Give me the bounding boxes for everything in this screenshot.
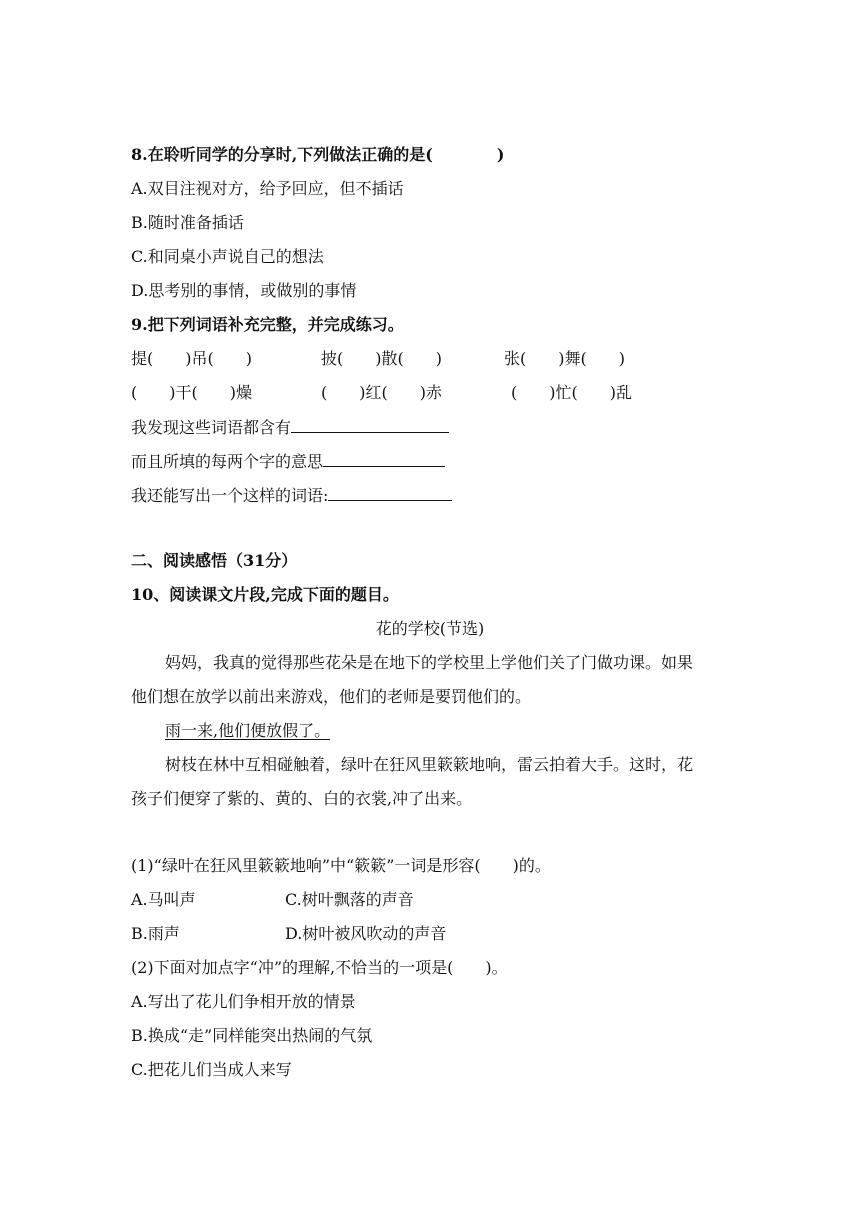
idiom-1: 提( )吊( ): [131, 349, 252, 368]
sub-question-2-stem: (2)下面对加点字“冲”的理解,不恰当的一项是( )。: [131, 958, 508, 977]
question-8-stem: 8.在聆听同学的分享时,下列做法正确的是( ): [131, 145, 505, 164]
answer-blank-1[interactable]: [291, 416, 449, 433]
answer-blank-3[interactable]: [328, 484, 452, 501]
question-8-option-c: C.和同桌小声说自己的想法: [131, 247, 324, 266]
sub-question-1-option-d: D.树叶被风吹动的声音: [285, 924, 447, 943]
passage-para-1-line-1: 妈妈，我真的觉得那些花朵是在地下的学校里上学他们关了门做功课。如果: [165, 653, 694, 672]
fill-line-2: [131, 450, 445, 473]
passage-para-3-line-1: 树枝在林中互相碰触着，绿叶在狂风里簌簌地响，雷云拍着大手。这时，花: [165, 755, 694, 774]
sub-question-2-option-c: C.把花儿们当成人来写: [131, 1060, 292, 1079]
passage-title: 花的学校(节选): [375, 619, 485, 638]
idiom-4: ( )干( )燥: [131, 383, 252, 402]
passage-para-1-line-2: 他们想在放学以前出来游戏，他们的老师是要罚他们的。: [131, 687, 532, 706]
sub-question-2-option-a: A.写出了花儿们争相开放的情景: [131, 992, 356, 1011]
sub-question-1-stem: (1)“绿叶在狂风里簌簌地响”中“簌簌”一词是形容( )的。: [131, 856, 551, 875]
passage-para-3-line-2: 孩子们便穿了紫的、黄的、白的衣裳,冲了出来。: [131, 789, 473, 808]
fill-line-2-text: 而且所填的每两个字的意思: [131, 452, 324, 471]
fill-line-3-text: 我还能写出一个这样的词语:: [131, 486, 329, 505]
answer-blank-2[interactable]: [323, 450, 445, 467]
sub-question-1-option-a: A.马叫声: [131, 890, 196, 909]
sub-question-1-option-b: B.雨声: [131, 924, 180, 943]
fill-line-1: [131, 416, 449, 439]
question-10-stem: 10、阅读课文片段,完成下面的题目。: [131, 585, 399, 604]
idiom-2: 披( )散( ): [321, 349, 442, 368]
section-2-heading: 二、阅读感悟（31分）: [131, 551, 298, 570]
fill-line-3: [131, 484, 452, 507]
question-8-option-b: B.随时准备插话: [131, 213, 244, 232]
question-9-stem: 9.把下列词语补充完整，并完成练习。: [131, 315, 404, 334]
question-8-option-d: D.思考别的事情，或做别的事情: [131, 281, 357, 300]
question-8-option-a: A.双目注视对方，给予回应，但不插话: [131, 179, 404, 198]
idiom-3: 张( )舞( ): [504, 349, 625, 368]
sub-question-1-option-c: C.树叶飘落的声音: [285, 890, 414, 909]
idiom-5: ( )红( )赤: [321, 383, 442, 402]
fill-line-1-text: 我发现这些词语都含有: [131, 418, 292, 437]
sub-question-2-option-b: B.换成“走”同样能突出热闹的气氛: [131, 1026, 373, 1045]
idiom-6: ( )忙( )乱: [511, 383, 632, 402]
passage-para-2-underlined: 雨一来,他们便放假了。: [165, 721, 331, 740]
